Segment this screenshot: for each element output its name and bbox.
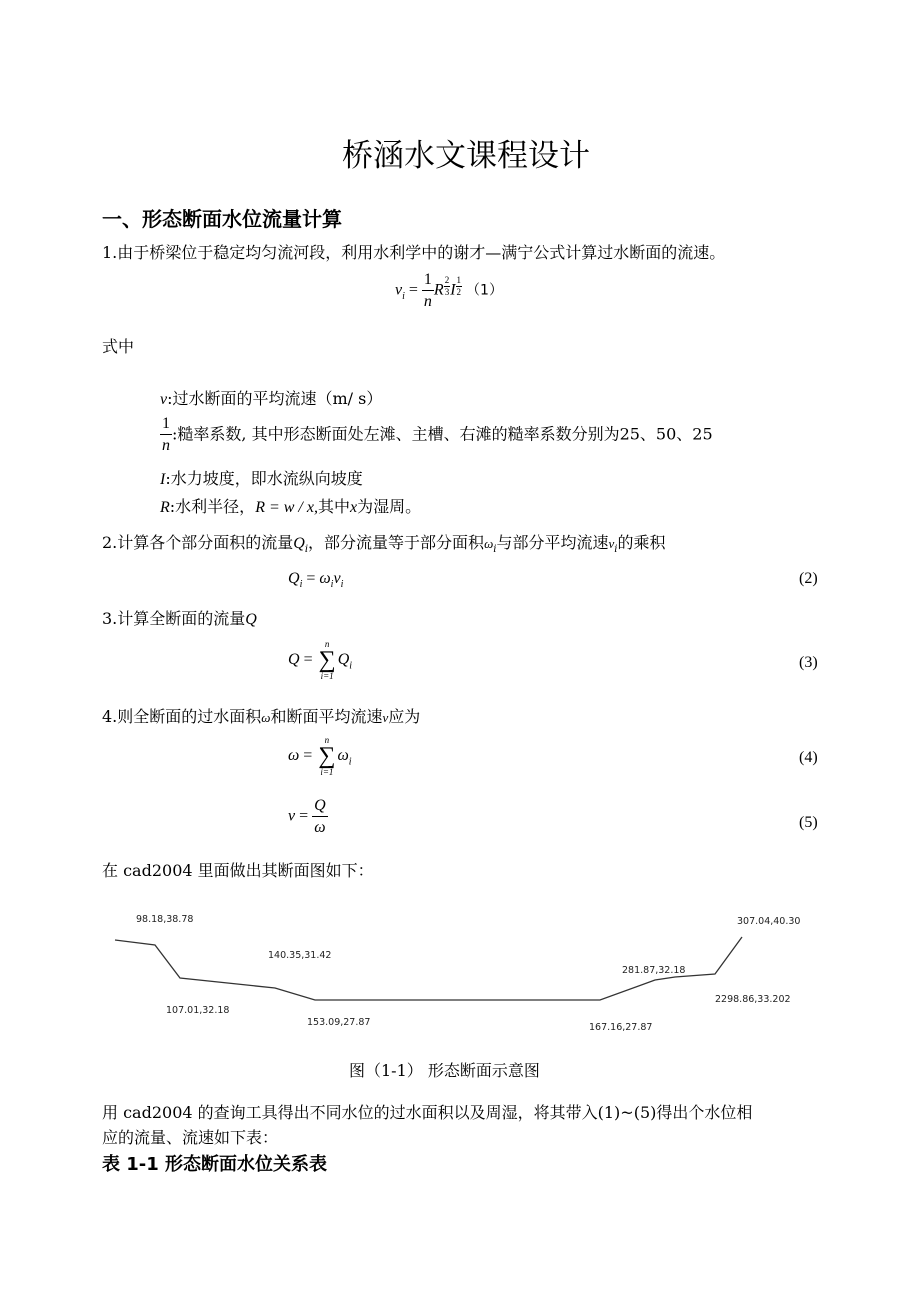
point-label-8: 307.04,40.30 (737, 916, 801, 927)
cad-intro: 在 cad2004 里面做出其断面图如下： (102, 861, 374, 880)
equation-4-number: (4) (799, 749, 818, 766)
equation-2-number: (2) (799, 570, 818, 587)
step4-text: 4.则全断面的过水面积ω和断面平均流速v应为 (102, 707, 421, 726)
step2-text: 2.计算各个部分面积的流量$Q_i$，部分流量等于部分面积$\omega_i$与部分平均流速$v_i$的乘积 (102, 533, 666, 556)
table-heading: 表 1-1 形态断面水位关系表 (102, 1154, 328, 1175)
equation-5: v = $\frac{Q}{\omega}$ (288, 797, 326, 836)
def-i: I:水力坡度，即水流纵向坡度 (160, 469, 363, 488)
figure-caption: 图（1-1） 形态断面示意图 (349, 1061, 540, 1080)
def-r: R:水利半径，R = w / x,其中x为湿周。 (160, 497, 422, 516)
point-label-2: 107.01,32.18 (166, 1005, 230, 1016)
step3-text: 3.计算全断面的流量Q (102, 609, 257, 628)
where-label: 式中 (102, 337, 135, 356)
equation-4: ω = n ∑ i=1 $\omega_i$ (288, 735, 352, 777)
def-v: v:过水断面的平均流速（m/ s） (160, 389, 383, 408)
cross-section-diagram (110, 900, 830, 1050)
equation-3: Q = n ∑ i=1 $Q_i$ (288, 639, 353, 681)
point-label-6: 281.87,32.18 (622, 965, 686, 976)
query-paragraph-line-2: 应的流量、流速如下表： (102, 1128, 279, 1147)
query-paragraph-line-1: 用 cad2004 的查询工具得出不同水位的过水面积以及周湿，将其带入(1)~(5)得出个水位相 (102, 1103, 753, 1122)
equation-5-number: (5) (799, 814, 818, 831)
section-heading: 一、形态断面水位流量计算 (102, 207, 342, 231)
equation-1: $v_i$ = $\frac{1}{n}$ R $^{\frac{2}{3}}$ I $^{\frac{1}{2}}$ （1） (395, 271, 503, 310)
page-title: 桥涵水文课程设计 (342, 138, 590, 174)
step1-text: 1.由于桥梁位于稳定均匀流河段，利用水利学中的谢才—满宁公式计算过水断面的流速。 (102, 243, 726, 262)
equation-2: $Q_i = \omega_iv_i$ (288, 570, 344, 591)
point-label-3: 140.35,31.42 (268, 950, 332, 961)
point-label-5: 167.16,27.87 (589, 1022, 653, 1033)
point-label-4: 153.09,27.87 (307, 1017, 371, 1028)
point-label-7: 2298.86,33.202 (715, 994, 791, 1005)
equation-3-number: (3) (799, 654, 818, 671)
def-n: $\frac{1}{n}$ :糙率系数, 其中形态断面处左滩、主槽、右滩的糙率系数分别为25、50、25 (162, 415, 713, 454)
point-label-1: 98.18,38.78 (136, 914, 194, 925)
